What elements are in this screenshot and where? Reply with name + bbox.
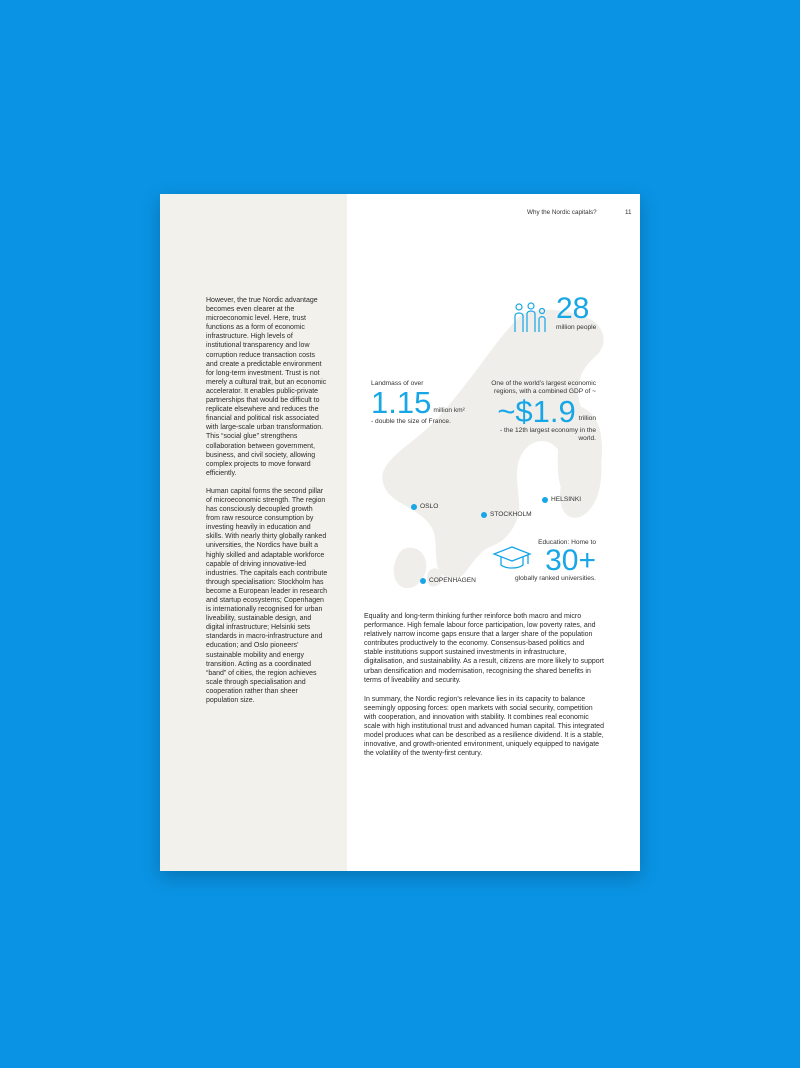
location-dot-icon <box>420 578 426 584</box>
people-icon <box>512 302 550 334</box>
city-oslo <box>411 503 438 510</box>
city-label: STOCKHOLM <box>490 511 532 518</box>
right-paragraph: Equality and long-term thinking further reinforce both macro and micro performance. High female labour force participation, low poverty rates, and relatively narrow income gaps ensure that a larger share of the population contributes productively to the economy. Consensus-based politics and stable institutions support sustained investments in infrastructure, digitalisation, and sustainability. As a result, citizens are more likely to support urban densification and modernisation, recognising the shared benefits in terms of liveability and security. <box>364 613 604 684</box>
gdp-note: - the 12th largest economy in the world. <box>499 426 596 443</box>
education-value: 30+ <box>545 544 596 578</box>
running-header: Why the Nordic capitals? <box>527 209 597 216</box>
location-dot-icon <box>411 504 417 510</box>
left-column-text <box>206 296 328 714</box>
education-intro: Education: Home to <box>538 539 596 546</box>
city-label: OSLO <box>420 503 439 510</box>
landmass-intro: Landmass of over <box>371 380 424 387</box>
city-stockholm <box>481 511 532 518</box>
location-dot-icon <box>542 497 548 503</box>
landmass-unit: million km² <box>433 407 465 414</box>
document-page <box>160 194 640 871</box>
landmass-note: - double the size of France. <box>371 418 451 426</box>
gdp-unit: trillion <box>578 415 596 423</box>
gdp-stat <box>482 380 596 444</box>
city-copenhagen <box>420 577 476 584</box>
population-stat <box>556 294 616 332</box>
left-paragraph: However, the true Nordic advantage becomes even clearer at the microeconomic level. Here, trust functions as a form of economic infrastructure. High levels of institutional transparency and low corruption reduce transaction costs and create a predictable environment for long-term investment. Trust is not merely a cultural trait, but an economic accelerator. It enables public-private partnerships that would be difficult to replicate elsewhere and reduces the financial and political risk associated with large-scale urban transformation. This “social glue” strengthens collaboration between government, business, and civil society, allowing complex projects to move forward efficiently. <box>206 297 327 477</box>
city-label: HELSINKI <box>551 496 582 503</box>
education-label: globally ranked universities. <box>515 575 596 583</box>
landmass-stat <box>371 380 491 427</box>
right-paragraph: In summary, the Nordic region’s relevance lies in its capacity to balance seemingly opposing forces: open markets with social security, competition with cooperation, and innovation with stability. It combines real economic scale with high institutional trust and advanced human capital. This integrated model produces what can be described as a resilience dividend. It is a stable, innovative, and growth-oriented environment, uniquely equipped to navigate the volatility of the twenty-first century. <box>364 695 604 758</box>
city-label: COPENHAGEN <box>429 577 476 584</box>
location-dot-icon <box>481 512 487 518</box>
education-stat <box>490 539 596 584</box>
city-helsinki <box>542 496 581 503</box>
landmass-value: 1.15 <box>371 385 432 421</box>
left-paragraph: Human capital forms the second pillar of microeconomic strength. The region has consciously decoupled growth from raw resource consumption by investing heavily in education and skills. With nearly thirty globally ranked universities, the Nordics have built a highly skilled and adaptable workforce capable of driving innovative-led industries. The capitals each contribute through specialisation: Stockholm has become a European leader in research and startup ecosystems; Copenhagen is internationally recognised for urban liveability, sustainable design, and digital infrastructure; Helsinki sets standards in macro-infrastructure and education; and Oslo pioneers’ sustainable mobility and energy transition. Acting as a coordinated “band” of cities, the region achieves scale through specialisation and cooperation rather than sheer population size. <box>206 487 328 705</box>
page-number: 11 <box>625 209 632 216</box>
gdp-value: ~$1.9 <box>497 393 576 429</box>
gdp-intro: One of the world’s largest economic regions, with a combined GDP of ~ <box>491 380 596 396</box>
right-column-text <box>364 612 604 768</box>
population-label: million people <box>556 324 597 331</box>
population-value: 28 <box>556 292 590 325</box>
